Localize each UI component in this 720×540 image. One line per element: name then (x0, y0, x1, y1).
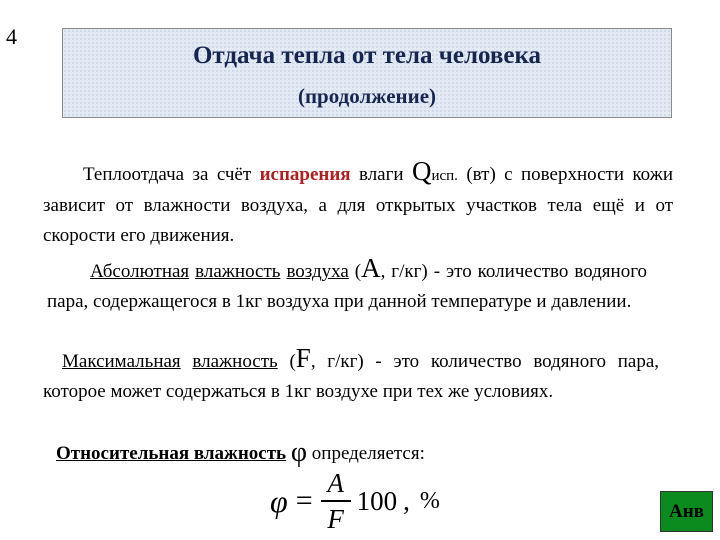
title-box (62, 28, 672, 118)
nav-button-anv[interactable]: Анв (660, 491, 713, 532)
paragraph-evaporation (43, 156, 673, 251)
formula-unit: % (419, 487, 440, 514)
p2-text-1: , г/кг) - это количество водяного пара, содержащегося в 1кг воздуха при данной температуре и давлении. (47, 261, 648, 312)
slide-subtitle: (продолжение) (297, 84, 437, 108)
p4-text-1: определяется: (307, 443, 425, 464)
p2-open-paren: ( (348, 261, 362, 282)
symbol-phi: φ (290, 437, 308, 468)
keyword-evaporation: испарения (259, 164, 351, 185)
symbol-f: F (295, 343, 311, 373)
formula-fraction (321, 468, 351, 534)
relative-humidity-formula (270, 462, 520, 540)
fraction-bar (321, 500, 351, 502)
formula-numerator: A (327, 468, 344, 498)
p3-open-paren: ( (277, 351, 296, 372)
formula-factor: 100 (356, 485, 398, 516)
formula-equals: = (295, 484, 313, 517)
slide-number: 4 (6, 24, 17, 49)
slide-title: Отдача тепла от тела человека (192, 42, 542, 69)
symbol-a: A (361, 253, 381, 283)
p1-text-2: влаги (350, 164, 412, 185)
paragraph-max-humidity (43, 343, 659, 407)
formula-comma: , (403, 485, 410, 516)
term-humidity-2: влажность (192, 351, 278, 372)
p1-text-3: (вт) с поверхности кожи зависит от влажности воздуха, а для открытых участков тела ещё и от скорости его движения. (43, 164, 673, 246)
paragraph-absolute-humidity (47, 253, 647, 317)
p1-text-1: Теплоотдача за счёт (83, 164, 260, 185)
term-air: воздуха (286, 261, 349, 282)
term-absolute: Абсолютная (90, 261, 190, 282)
term-relative-humidity: Относительная влажность (56, 443, 287, 464)
term-maximum: Максимальная (62, 351, 181, 372)
formula-lhs: φ (270, 482, 288, 519)
symbol-q: Q (411, 156, 432, 186)
formula-denominator: F (327, 504, 344, 534)
term-humidity: влажность (195, 261, 281, 282)
symbol-q-subscript: исп. (431, 168, 458, 184)
p3-text-1: , г/кг) - это количество водяного пара, которое может содержаться в 1кг воздухе при тех же условиях. (43, 351, 660, 402)
